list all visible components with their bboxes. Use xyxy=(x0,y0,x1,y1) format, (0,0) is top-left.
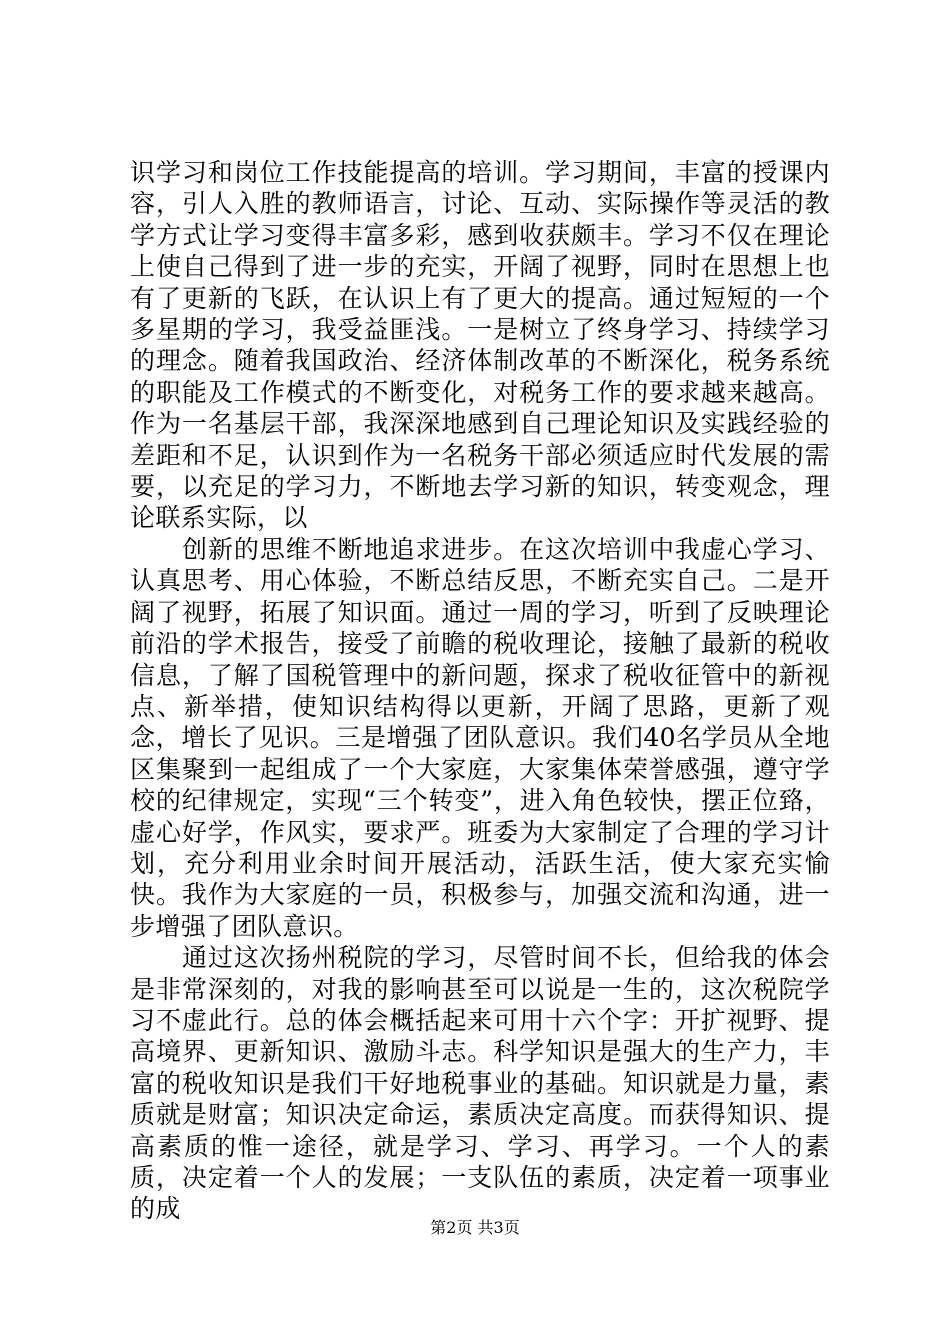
paragraph-1: 识学习和岗位工作技能提高的培训。学习期间，丰富的授课内容，引人入胜的教师语言，讨论、互动、实际操作等灵活的教学方式让学习变得丰富多彩，感到收获颇丰。学习不仅在理论上使自己得到了进一步的充实，开阔了视野，同时在思想上也有了更新的飞跃，在认识上有了更大的提高。通过短短的一个多星期的学习，我受益匪浅。一是树立了终身学习、持续学习的理念。随着我国政治、经济体制改革的不断深化，税务系统的职能及工作模式的不断变化，对税务工作的要求越来越高。作为一名基层干部，我深深地感到自己理论知识及实践经验的差距和不足，认识到作为一名税务干部必须适应时代发展的需要，以充足的学习力，不断地去学习新的知识，转变观念，理论联系实际，以 xyxy=(130,158,830,533)
document-body xyxy=(130,157,830,1225)
paragraph-2: 创新的思维不断地追求进步。在这次培训中我虚心学习、认真思考、用心体验，不断总结反思，不断充实自己。二是开阔了视野，拓展了知识面。通过一周的学习，听到了反映理论前沿的学术报告，接受了前瞻的税收理论，接触了最新的税收信息，了解了国税管理中的新问题，探求了税收征管中的新视点、新举措，使知识结构得以更新，开阔了思路，更新了观念，增长了见识。三是增强了团队意识。我们40名学员从全地区集聚到一起组成了一个大家庭，大家集体荣誉感强，遵守学校的纪律规定，实现“三个转变”，进入角色较快，摆正位臵，虚心好学，作风实，要求严。班委为大家制定了合理的学习计划，充分利用业余时间开展活动，活跃生活，使大家充实愉快。我作为大家庭的一员，积极参与，加强交流和沟通，进一步增强了团队意识。 xyxy=(130,534,830,941)
paragraph-3: 通过这次扬州税院的学习，尽管时间不长，但给我的体会是非常深刻的，对我的影响甚至可以说是一生的，这次税院学习不虚此行。总的体会概括起来可用十六个字：开扩视野、提高境界、更新知识、激励斗志。科学知识是强大的生产力，丰富的税收知识是我们干好地税事业的基础。知识就是力量，素质就是财富；知识决定命运，素质决定高度。而获得知识、提高素质的惟一途径，就是学习、学习、再学习。一个人的素质，决定着一个人的发展；一支队伍的素质，决定着一项事业的成 xyxy=(130,943,830,1224)
page-footer: 第2页 共3页 xyxy=(430,1218,520,1237)
